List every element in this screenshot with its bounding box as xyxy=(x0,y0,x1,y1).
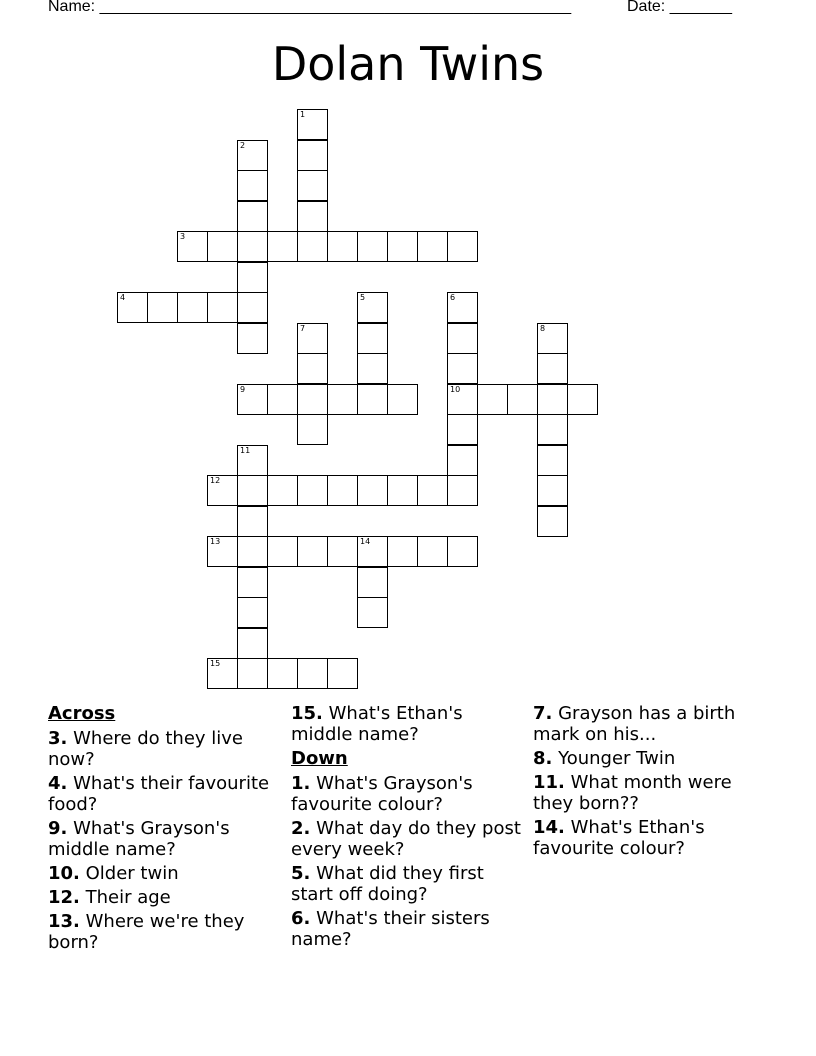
grid-cell[interactable] xyxy=(537,353,568,384)
grid-cell[interactable] xyxy=(237,658,268,689)
grid-cell[interactable] xyxy=(297,109,328,140)
clue-number: 8 xyxy=(540,323,546,333)
grid-cell[interactable] xyxy=(357,231,388,262)
clue-down-1: 1. What's Grayson's favourite colour? xyxy=(291,773,473,815)
grid-cell[interactable] xyxy=(357,384,388,415)
grid-cell[interactable] xyxy=(297,170,328,201)
name-label: Name: xyxy=(48,0,96,15)
grid-cell[interactable] xyxy=(237,201,268,232)
clue-down-7: 7. Grayson has a birth mark on his... xyxy=(533,703,736,745)
grid-cell[interactable] xyxy=(327,658,358,689)
down-heading: Down xyxy=(291,748,348,769)
clue-number: 14 xyxy=(360,537,371,546)
clue-number: 4 xyxy=(120,293,126,302)
grid-cell[interactable] xyxy=(267,384,298,415)
page-title: Dolan Twins xyxy=(271,37,545,91)
grid-cell[interactable] xyxy=(237,475,268,506)
grid-cell[interactable] xyxy=(237,506,268,537)
grid-cell[interactable] xyxy=(447,414,478,445)
grid-cell[interactable] xyxy=(297,536,328,567)
grid-cell[interactable] xyxy=(537,323,568,354)
grid-cell[interactable] xyxy=(297,353,328,384)
grid-cell[interactable] xyxy=(237,536,268,567)
date-label: Date: xyxy=(627,0,666,15)
grid-cell[interactable] xyxy=(567,384,598,415)
clue-number: 9 xyxy=(240,384,246,394)
grid-cell[interactable] xyxy=(237,140,268,171)
grid-cell[interactable] xyxy=(447,353,478,384)
grid-cell[interactable] xyxy=(537,445,568,476)
grid-cell[interactable] xyxy=(237,597,268,628)
grid-cell[interactable] xyxy=(357,323,388,354)
clue-down-5: 5. What did they first start off doing? xyxy=(291,863,484,905)
grid-cell[interactable] xyxy=(477,384,508,415)
grid-cell[interactable] xyxy=(327,384,358,415)
grid-cell[interactable] xyxy=(447,231,478,262)
grid-cell[interactable] xyxy=(357,475,388,506)
clue-down-2: 2. What day do they post every week? xyxy=(291,818,521,860)
clue-across-10: 10. Older twin xyxy=(48,863,179,884)
grid-cell[interactable] xyxy=(207,658,238,689)
grid-cell[interactable] xyxy=(207,292,238,323)
grid-cell[interactable] xyxy=(147,292,178,323)
clue-number: 15 xyxy=(210,659,221,668)
clue-across-3: 3. Where do they live now? xyxy=(48,728,243,770)
clues-column-3 xyxy=(533,703,768,862)
clue-number: 5 xyxy=(360,293,366,302)
name-line: _____________________________________________________ xyxy=(99,0,572,15)
clue-down-8: 8. Younger Twin xyxy=(533,748,676,769)
grid-cell[interactable] xyxy=(537,475,568,506)
grid-cell[interactable] xyxy=(237,292,268,323)
grid-cell[interactable] xyxy=(297,475,328,506)
clues-column-1 xyxy=(48,703,283,956)
grid-cell[interactable] xyxy=(267,658,298,689)
grid-cell[interactable] xyxy=(267,475,298,506)
grid-cell[interactable] xyxy=(507,384,538,415)
grid-cell[interactable] xyxy=(417,536,448,567)
grid-cell[interactable] xyxy=(177,231,208,262)
clue-number: 11 xyxy=(240,445,251,455)
clue-number: 3 xyxy=(180,232,186,241)
grid-cell[interactable] xyxy=(297,201,328,232)
grid-cell[interactable] xyxy=(237,567,268,598)
grid-cell[interactable] xyxy=(357,353,388,384)
grid-cell[interactable] xyxy=(297,414,328,445)
grid-cell[interactable] xyxy=(447,445,478,476)
clue-across-15: 15. What's Ethan's middle name? xyxy=(291,703,463,745)
grid-cell[interactable] xyxy=(237,323,268,354)
grid-cell[interactable] xyxy=(297,231,328,262)
clue-across-12: 12. Their age xyxy=(48,887,171,908)
grid-cell[interactable] xyxy=(237,384,268,415)
grid-cell[interactable] xyxy=(297,140,328,171)
clue-number: 10 xyxy=(450,384,461,394)
grid-cell[interactable] xyxy=(297,323,328,354)
grid-cell[interactable] xyxy=(327,536,358,567)
clue-number: 2 xyxy=(240,140,246,150)
grid-cell[interactable] xyxy=(297,384,328,415)
grid-cell[interactable] xyxy=(297,658,328,689)
clue-down-14: 14. What's Ethan's favourite colour? xyxy=(533,817,705,859)
grid-cell[interactable] xyxy=(447,536,478,567)
grid-cell[interactable] xyxy=(447,323,478,354)
clue-number: 1 xyxy=(300,110,306,119)
grid-cell[interactable] xyxy=(237,231,268,262)
grid-cell[interactable] xyxy=(357,292,388,323)
grid-cell[interactable] xyxy=(117,292,148,323)
grid-cell[interactable] xyxy=(357,567,388,598)
clue-number: 13 xyxy=(210,537,221,546)
grid-cell[interactable] xyxy=(537,384,568,415)
grid-cell[interactable] xyxy=(447,475,478,506)
grid-cell[interactable] xyxy=(387,536,418,567)
grid-cell[interactable] xyxy=(537,506,568,537)
grid-cell[interactable] xyxy=(207,536,238,567)
grid-cell[interactable] xyxy=(357,597,388,628)
clue-across-13: 13. Where we're they born? xyxy=(48,911,245,953)
grid-cell[interactable] xyxy=(237,628,268,659)
grid-cell[interactable] xyxy=(207,475,238,506)
clues-column-2 xyxy=(291,703,526,953)
grid-cell[interactable] xyxy=(267,231,298,262)
grid-cell[interactable] xyxy=(387,475,418,506)
date-line: _______ xyxy=(669,0,732,15)
across-heading: Across xyxy=(48,703,116,724)
grid-cell[interactable] xyxy=(357,536,388,567)
clue-across-4: 4. What's their favourite food? xyxy=(48,773,270,815)
grid-cell[interactable] xyxy=(387,384,418,415)
grid-cell[interactable] xyxy=(327,231,358,262)
grid-cell[interactable] xyxy=(237,170,268,201)
clue-down-6: 6. What's their sisters name? xyxy=(291,908,490,950)
clue-number: 12 xyxy=(210,476,221,485)
grid-cell[interactable] xyxy=(207,231,238,262)
grid-cell[interactable] xyxy=(447,384,478,415)
clue-number: 6 xyxy=(450,293,456,302)
clue-down-11: 11. What month were they born?? xyxy=(533,772,732,814)
grid-cell[interactable] xyxy=(387,231,418,262)
grid-cell[interactable] xyxy=(537,414,568,445)
grid-cell[interactable] xyxy=(267,536,298,567)
grid-cell[interactable] xyxy=(417,475,448,506)
grid-cell[interactable] xyxy=(447,292,478,323)
clue-number: 7 xyxy=(300,323,306,333)
grid-cell[interactable] xyxy=(327,475,358,506)
grid-cell[interactable] xyxy=(237,445,268,476)
clue-across-9: 9. What's Grayson's middle name? xyxy=(48,818,230,860)
grid-cell[interactable] xyxy=(237,262,268,293)
grid-cell[interactable] xyxy=(177,292,208,323)
grid-cell[interactable] xyxy=(417,231,448,262)
